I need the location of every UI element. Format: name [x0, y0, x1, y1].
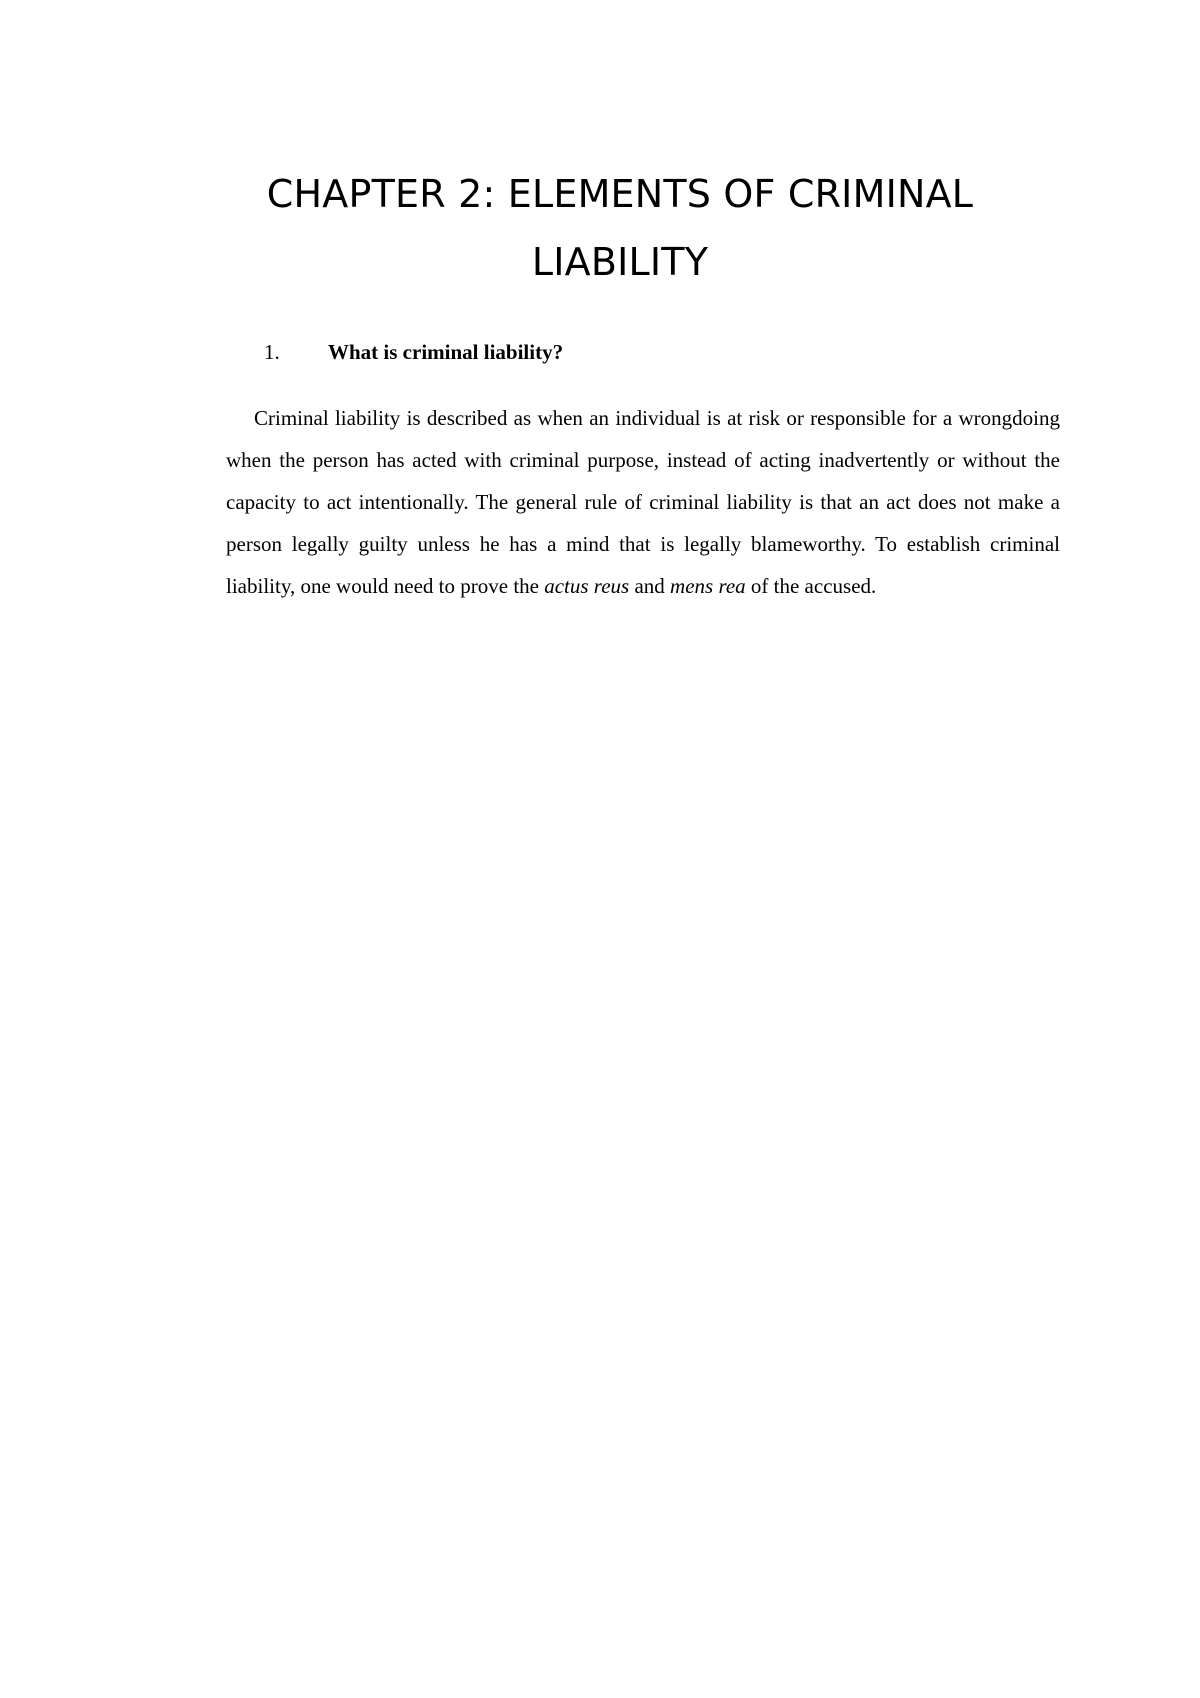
paragraph-connector: and [634, 574, 665, 598]
body-paragraph [226, 397, 1060, 607]
section-heading [264, 338, 563, 366]
paragraph-main-text: Criminal liability is described as when an individual is at risk or responsible for a wrongdoing when the person has acted with criminal purpose, instead of acting inadvertently or without the capacity to act intentionally. The general rule of criminal liability is that an act does not make a person legally guilty unless he has a mind that is legally blameworthy. To establish criminal liability, one would need to prove the [226, 406, 1060, 598]
section-heading-text: What is criminal liability? [328, 340, 564, 364]
chapter-title: CHAPTER 2: ELEMENTS OF CRIMINAL LIABILITY [266, 172, 974, 284]
term-mens-rea: mens rea [670, 574, 746, 598]
term-actus-reus: actus reus [544, 574, 630, 598]
paragraph-ending: of the accused. [750, 574, 877, 598]
section-number: 1. [264, 340, 280, 364]
